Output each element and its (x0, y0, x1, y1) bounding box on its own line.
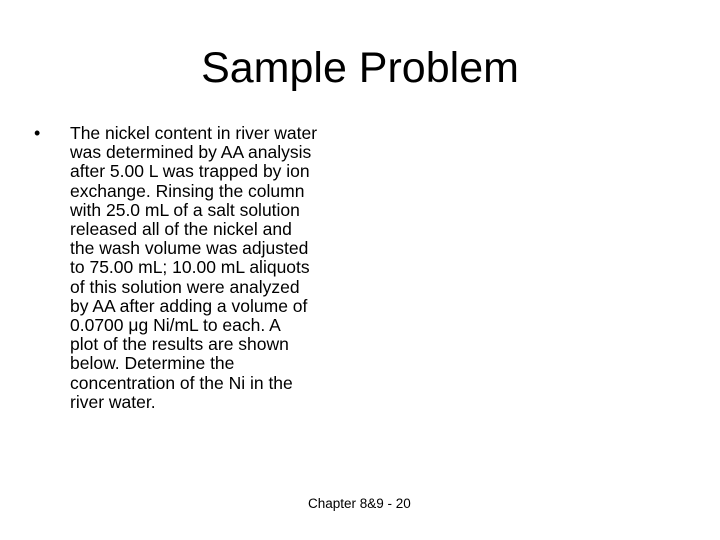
bullet-text-line: was determined by AA analysis (70, 142, 312, 163)
slide-title: Sample Problem (201, 44, 519, 92)
bullet-list (34, 124, 374, 412)
bullet-dot-icon: • (34, 123, 41, 143)
bullet-text-line: exchange. Rinsing the column (70, 180, 305, 201)
bullet-text-line: below. Determine the (70, 353, 235, 374)
bullet-text-line: with 25.0 mL of a salt solution (70, 199, 300, 220)
bullet-text-line: concentration of the Ni in the (70, 372, 293, 393)
bullet-text-line: The nickel content in river water (70, 123, 318, 143)
bullet-text-line: the wash volume was adjusted (70, 238, 309, 259)
bullet-text-line: 0.0700 μg Ni/mL to each. A (70, 315, 281, 336)
bullet-text-line: plot of the results are shown (70, 334, 289, 355)
bullet-text-line: released all of the nickel and (70, 219, 292, 240)
bullet-text-line: after 5.00 L was trapped by ion (70, 161, 310, 182)
bullet-text-line: by AA after adding a volume of (70, 295, 308, 316)
bullet-text-line: river water. (70, 391, 156, 412)
bullet-text-line: to 75.00 mL; 10.00 mL aliquots (70, 257, 310, 278)
bullet-item (34, 124, 374, 412)
slide-footer: Chapter 8&9 - 20 (308, 496, 411, 511)
bullet-text-line: of this solution were analyzed (70, 276, 300, 297)
